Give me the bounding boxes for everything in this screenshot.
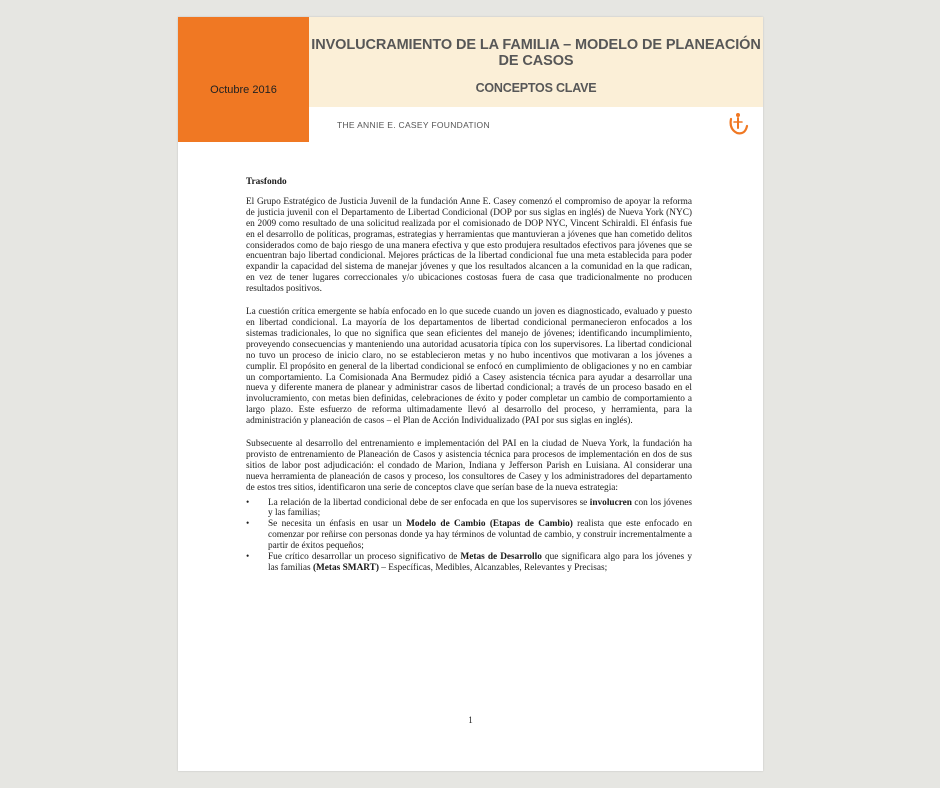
list-item: • Se necesita un énfasis en usar un Modelo de Cambio (Etapas de Cambio) realista que este enfocado en comenzar por reñirse con personas donde ya hay términos de voluntad de cambio, y construir incrementalmente a partir de éxitos pequeños; [268,519,692,552]
list-item: • Fue crítico desarrollar un proceso significativo de Metas de Desarrollo que significara algo para los jóvenes y las familias (Metas SMART) – Específicas, Medibles, Alcanzables, Relevantes y Precisas; [268,552,692,574]
document-title: INVOLUCRAMIENTO DE LA FAMILIA – MODELO DE PLANEACIÓN DE CASOS [311,37,761,69]
casey-foundation-logo-icon [725,111,751,137]
page-number: 1 [468,715,473,725]
foundation-name: THE ANNIE E. CASEY FOUNDATION [337,120,490,130]
paragraph-1: El Grupo Estratégico de Justicia Juvenil de la fundación Anne E. Casey comenzó el compromiso de apoyar la reforma de justicia juvenil con el Departamento de Libertad Condicional (DOP por sus siglas en inglés) de Nueva York (NYC) en 2009 como resultado de una solicitud realizada por el comisionado de DOP NYC, Vincent Schiraldi. El énfasis fue en el desarrollo de políticas, programas, estrategias y herramientas que mantuvieran a jóvenes que han cometido delitos considerados como de bajo riesgo de una manera efectiva y que esto produjera resultados efectivos para jóvenes que se encuentran bajo libertad condicional. Mejores prácticas de la libertad condicional fue una meta establecida para poder expandir la capacidad del sistema de manejar jóvenes y que los resultados alcancen a la comunidad en la que radican, en vez de tener lugares correccionales y/o ubicaciones costosas fuera de casa que tradicionalmente no producen resultados positivos. [246,196,692,295]
paragraph-2: La cuestión crítica emergente se había enfocado en lo que sucede cuando un joven es diagnosticado, evaluado y puesto en libertad condicional. La mayoría de los departamentos de libertad condicional permanecieron enfocados a los sistemas tradicionales, lo que no significa que sean eficientes del manejo de jóvenes; identificando incumplimiento, proveyendo consecuencias y manteniendo una autoridad acusatoria típica con los supervisores. La libertad condicional no tuvo un proceso de inicio claro, no se establecieron metas y no hubo incentivos que motivaran a los jóvenes a cumplir. El propósito en general de la libertad condicional se enfocó en cumplimiento de obligaciones y no en cambiar un comportamiento. La Comisionada Ana Bermudez pidió a Casey asistencia técnica para ayudar a desarrollar una nueva y diferente manera de planear y administrar casos de libertad condicional; a través de un proceso basado en el involucramiento, con metas bien definidas, celebraciones de éxito y poder completar un cambio de comportamiento a largo plazo. Este esfuerzo de reforma ultimadamente llevó al desarrollo del proceso, y herramienta, para la administración y planeación de casos – el Plan de Acción Individualizado (PAI por sus siglas en inglés). [246,307,692,427]
foundation-strip [309,107,763,142]
document-header [178,17,763,142]
document-page [178,17,763,771]
list-item: • La relación de la libertad condicional debe de ser enfocada en que los supervisores se involucren con los jóvenes y las familias; [268,498,692,520]
document-date: Octubre 2016 [210,84,277,96]
paragraph-3: Subsecuente al desarrollo del entrenamiento e implementación del PAI en la ciudad de Nueva York, la fundación ha provisto de entrenamiento de Planeación de Casos y asistencia técnica para procesos de implementación en dos de sus sitios de labor post adjudicación: el condado de Marion, Indiana y Jefferson Parish en Luisiana. Al considerar una nueva herramienta de planeación de casos y proceso, los consultores de Casey y los administradores del departamento de estos tres sitios, identificaron una serie de conceptos clave que serían base de la nueva estrategia: [246,439,692,493]
document-subtitle: CONCEPTOS CLAVE [475,81,597,95]
key-concepts-list [246,498,692,574]
section-heading: Trasfondo [246,177,287,187]
document-body [246,177,692,574]
orange-banner [178,17,309,142]
